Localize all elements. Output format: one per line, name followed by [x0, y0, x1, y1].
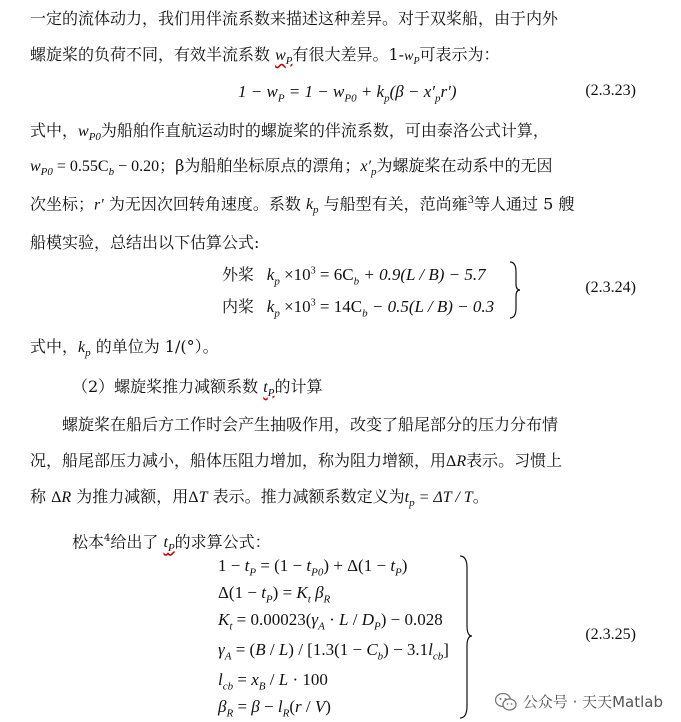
paragraph-line: 称 ΔR 为推力减额，用ΔT 表示。推力减额系数定义为$t_p = \Delta T / T$。	[30, 487, 489, 510]
symbol-wp: $w_P$	[404, 49, 420, 67]
equation-number: (2.3.25)	[585, 626, 636, 643]
symbol-tp: $t_P$	[263, 379, 275, 400]
paragraph-line	[30, 44, 661, 73]
symbol-kp: $k_p$	[305, 196, 319, 217]
equation-line: $\gamma_A = (B / L) / [1.3(1 - C_b) - 3.1l_{cb}]$	[218, 640, 449, 663]
symbol-kp: $k_p$	[78, 339, 91, 360]
paragraph-line: 松本$^4$给出了 $t_P$的求算公式：	[72, 532, 271, 555]
equation-line: $1 - t_P = (1 - t_{P0}) + \Delta(1 - t_P)$	[218, 556, 408, 579]
equation-number: (2.3.23)	[585, 82, 636, 99]
symbol-xp: $x'_p$	[360, 158, 377, 179]
right-brace-icon	[458, 554, 474, 720]
equation-outer-propeller: 外桨 $k_p \times 10^3 = 6C_b + 0.9(L / B) - 5.7$	[222, 265, 486, 288]
equation-line: $l_{cb} = x_B / L \cdot 100$	[218, 670, 328, 693]
equation-2-3-23: $1 - w_P = 1 - w_{P0} + k_p(\beta - x'_pr')$	[238, 82, 457, 105]
symbol-wp0: $w_{P0}$	[78, 123, 101, 144]
equation-line: $\beta_R = \beta - l_R(r / V)$	[218, 697, 331, 720]
paragraph-line	[30, 8, 661, 30]
text: 一定的流体动力，我们用伴流系数来描述这种差异。对于双桨船，由于内外	[30, 9, 559, 28]
text: 有很大差异。1-	[292, 45, 405, 64]
section-heading: （2）螺旋桨推力减额系数 $t_P$的计算	[72, 377, 323, 400]
text: 可表示为：	[419, 45, 500, 64]
paragraph-line: $w_{P0} = 0.55C_b - 0.20$；β为船舶坐标原点的漂角；$x'_p$为螺旋桨在动系中的无因	[30, 156, 553, 179]
paragraph-line: 螺旋桨在船后方工作时会产生抽吸作用，改变了船尾部分的压力分布情	[62, 415, 559, 434]
text: 螺旋桨的负荷不同，有效半流系数	[30, 45, 276, 64]
watermark-label: 公众号 · 天天Matlab	[522, 693, 663, 711]
symbol-tp: $t_P$	[163, 534, 175, 555]
equation-line: $\Delta(1 - t_P) = K_t$ $\beta_R$	[218, 583, 331, 606]
symbol-wp0: $w_{P0}$	[30, 158, 53, 179]
equation-line: $K_t = 0.00023(\gamma_A \cdot L / D_P) - 0.028$	[218, 610, 443, 633]
equation-inner-propeller: 内桨 $k_p \times 10^3 = 14C_b - 0.5(L / B) - 0.3$	[222, 297, 495, 320]
right-brace-icon	[508, 260, 522, 320]
watermark	[495, 691, 663, 712]
wechat-icon	[495, 692, 517, 712]
equation-number: (2.3.24)	[585, 279, 636, 296]
paragraph-line: 船模实验，总结出以下估算公式:	[30, 233, 260, 252]
symbol-wp: $w_P$	[275, 47, 293, 68]
paragraph-line: 式中，$w_{P0}$为船舶作直航运动时的螺旋桨的伴流系数，可由泰洛公式计算，	[30, 121, 549, 144]
paragraph-line: 次坐标；r′ 为无因次回转角速度。系数 $k_p$ 与船型有关，范尚雍$^3$等人通过 5 艘	[30, 194, 575, 217]
paragraph-line: 况，船尾部压力减小，船体压阻力增加，称为阻力增额，用ΔR表示。习惯上	[30, 451, 563, 470]
paragraph-line: 式中，$k_p$ 的单位为 1/(°）。	[30, 337, 219, 360]
